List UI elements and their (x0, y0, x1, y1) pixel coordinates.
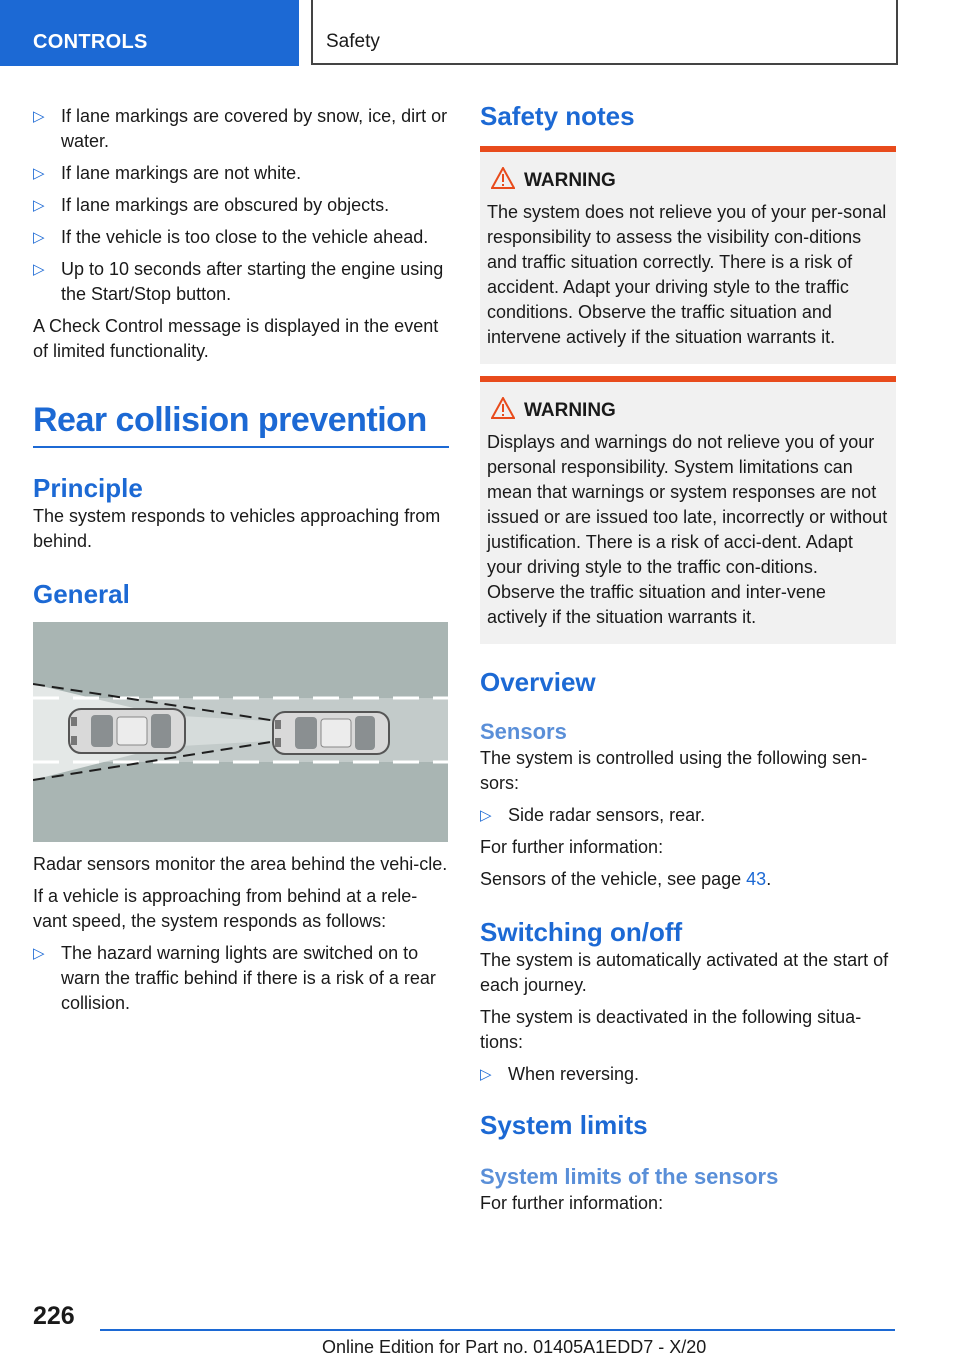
warning-triangle-icon (491, 397, 515, 419)
sensors-reference: Sensors of the vehicle, see page 43. (480, 869, 772, 889)
safety-notes-heading: Safety notes (480, 101, 635, 131)
page-link[interactable]: 43 (746, 869, 767, 889)
sensors-heading: Sensors (480, 719, 567, 744)
system-limits-heading: System limits (480, 1110, 648, 1140)
general-heading: General (33, 579, 130, 609)
vehicles-radar-diagram (33, 622, 448, 842)
further-info-text: For further information: (480, 837, 664, 857)
triangle-bullet-icon: ▷ (33, 165, 45, 182)
header-chapter-label: Safety (326, 31, 380, 52)
page-number: 226 (33, 1302, 75, 1330)
sensors-list (480, 803, 896, 828)
warning-text: Displays and warnings do not relieve you of your personal responsibility. System limitations can mean that warnings or system responses are not issued or are issued too late, incorrectly or without justification. There is a risk of acci-dent. Adapt your driving style to the traffic con-ditions. Observe the traffic situation and inter-vene actively if the situation warrants it. (487, 432, 888, 627)
rear-collision-illustration (33, 622, 448, 842)
page-title: Rear collision prevention (33, 400, 449, 448)
warning-title: WARNING (487, 398, 888, 423)
check-control-text: A Check Control message is displayed in the event of limited functionality. (33, 316, 439, 361)
sensor-limits-heading: System limits of the sensors (480, 1164, 779, 1189)
principle-text: The system responds to vehicles approaching from behind. (33, 506, 441, 551)
limits-further-info: For further information: (480, 1193, 664, 1213)
triangle-bullet-icon: ▷ (33, 945, 45, 962)
warning-box (480, 376, 896, 644)
front-car-icon (273, 712, 389, 754)
list-item: ▷ If lane markings are covered by snow, ice, dirt or water. (33, 106, 448, 151)
warning-triangle-icon (491, 167, 515, 189)
header-chapter-tab (311, 0, 898, 65)
list-item: ▷ The hazard warning lights are switched on to warn the traffic behind if there is a risk of a rear collision. (33, 943, 436, 1013)
switching-text: The system is automatically activated at the start of each journey. (480, 950, 889, 995)
right-column (480, 100, 896, 1216)
triangle-bullet-icon: ▷ (33, 229, 45, 246)
warning-box (480, 146, 896, 364)
overview-heading: Overview (480, 667, 596, 697)
limitations-list (33, 104, 449, 307)
triangle-bullet-icon: ▷ (33, 261, 45, 278)
list-item: ▷ When reversing. (480, 1062, 896, 1087)
list-item: ▷ Up to 10 seconds after starting the engine using the Start/Stop button. (33, 259, 444, 304)
list-item: ▷ If the vehicle is too close to the vehicle ahead. (33, 225, 449, 250)
header-section-label: CONTROLS (33, 31, 148, 53)
triangle-bullet-icon: ▷ (33, 108, 45, 125)
deactivated-list (480, 1062, 896, 1087)
response-list (33, 941, 449, 1016)
principle-heading: Principle (33, 473, 143, 503)
radar-text: Radar sensors monitor the area behind the vehi-cle. (33, 854, 448, 874)
triangle-bullet-icon: ▷ (480, 807, 492, 824)
sensors-text: The system is controlled using the following sen-sors: (480, 748, 868, 793)
approach-text: If a vehicle is approaching from behind at a rele-vant speed, the system responds as follows: (33, 886, 418, 931)
footer-divider (100, 1329, 895, 1331)
triangle-bullet-icon: ▷ (33, 197, 45, 214)
warning-text: The system does not relieve you of your per-sonal responsibility to assess the visibility con-ditions and traffic situation correctly. There is a risk of accident. Adapt your driving style to the traffic conditions. Observe the traffic situation and intervene actively if the situation warrants it. (487, 202, 887, 347)
list-item: ▷ Side radar sensors, rear. (480, 803, 896, 828)
warning-title: WARNING (487, 168, 888, 193)
rear-car-icon (69, 709, 185, 753)
left-column (33, 104, 449, 1023)
list-item: ▷ If lane markings are obscured by objects. (33, 193, 449, 218)
header-section-tab (0, 0, 299, 66)
deactivated-text: The system is deactivated in the following situa-tions: (480, 1007, 862, 1052)
switching-heading: Switching on/off (480, 917, 683, 947)
list-item: ▷ If lane markings are not white. (33, 161, 449, 186)
footer-edition-text: Online Edition for Part no. 01405A1EDD7 - X/20 (322, 1337, 707, 1357)
triangle-bullet-icon: ▷ (480, 1066, 492, 1083)
